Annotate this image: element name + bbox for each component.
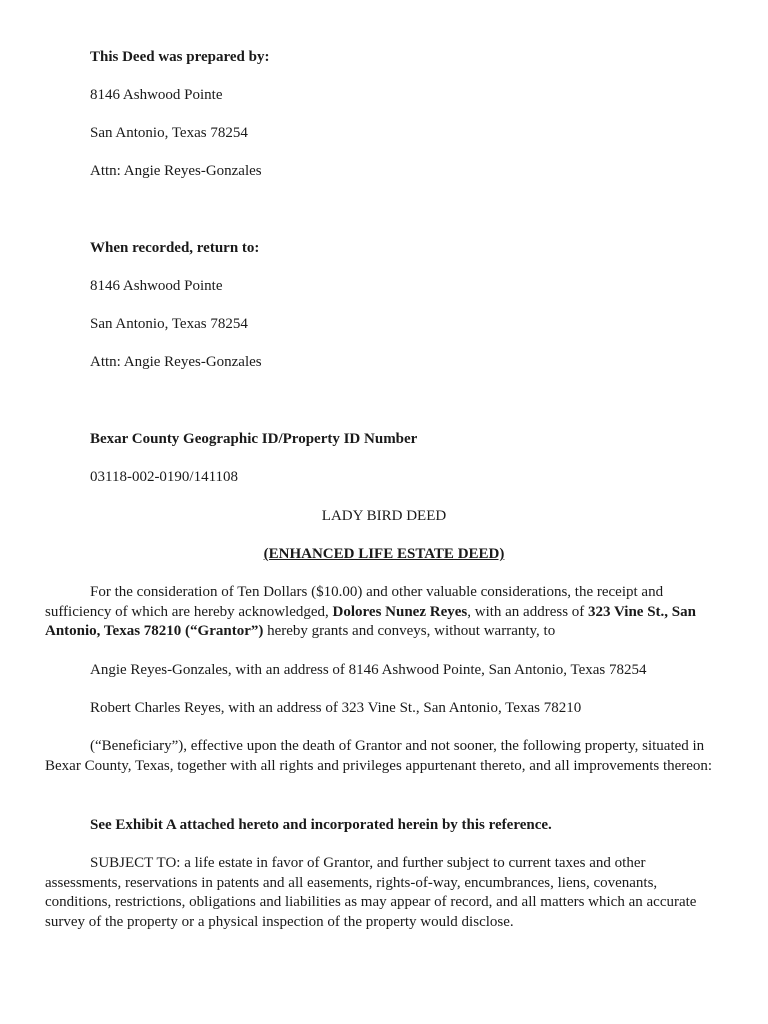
prepared-by-address-line2: San Antonio, Texas 78254 — [90, 125, 248, 141]
return-to-address-line1: 8146 Ashwood Pointe — [90, 278, 223, 294]
consideration-text-3: hereby grants and conveys, without warranty, to — [263, 623, 556, 639]
deed-title: LADY BIRD DEED — [321, 508, 447, 524]
beneficiary-2: Robert Charles Reyes, with an address of 323 Vine St., San Antonio, Texas 78210 — [90, 700, 582, 716]
return-to-heading: When recorded, return to: — [90, 240, 260, 256]
return-to-attn: Attn: Angie Reyes-Gonzales — [90, 354, 262, 370]
prepared-by-heading: This Deed was prepared by: — [90, 49, 270, 65]
subject-to-paragraph: SUBJECT TO: a life estate in favor of Grantor, and further subject to current taxes and other assessments, reservations in patents and all easements, rights-of-way, encumbrances, liens, covenants, conditions, restrictions, obligations and liabilities as may appear of record, and all matters which an accurate survey of the property or a physical inspection of the property would disclose. — [45, 855, 697, 930]
grantor-name: Dolores Nunez Reyes — [332, 603, 468, 620]
consideration-text-2: , with an address of — [467, 603, 589, 620]
prepared-by-address-line1: 8146 Ashwood Pointe — [90, 87, 223, 103]
beneficiary-clause: (“Beneficiary”), effective upon the death of Grantor and not sooner, the following property, situated in Bexar County, Texas, together with all rights and privileges appurtenant thereto, and all improvements thereon: — [45, 738, 713, 774]
property-id-heading: Bexar County Geographic ID/Property ID Number — [90, 431, 418, 447]
exhibit-reference: See Exhibit A attached hereto and incorporated herein by this reference. — [90, 817, 552, 833]
deed-subtitle — [0, 545, 768, 563]
property-id-value: 03118-002-0190/141108 — [90, 469, 239, 485]
consideration-paragraph — [45, 583, 725, 642]
consideration-text-1: For the consideration of Ten Dollars ($10.00) and other valuable considerations, the receipt and sufficiency of which are hereby acknowledged, — [45, 584, 664, 620]
grantor-address: 323 Vine St., San Antonio, Texas 78210 (“Grantor”) — [45, 603, 696, 639]
return-to-address-line2: San Antonio, Texas 78254 — [90, 316, 248, 332]
beneficiary-1: Angie Reyes-Gonzales, with an address of 8146 Ashwood Pointe, San Antonio, Texas 78254 — [90, 662, 647, 678]
deed-subtitle-text: (ENHANCED LIFE ESTATE DEED) — [263, 546, 505, 562]
prepared-by-attn: Attn: Angie Reyes-Gonzales — [90, 163, 262, 179]
